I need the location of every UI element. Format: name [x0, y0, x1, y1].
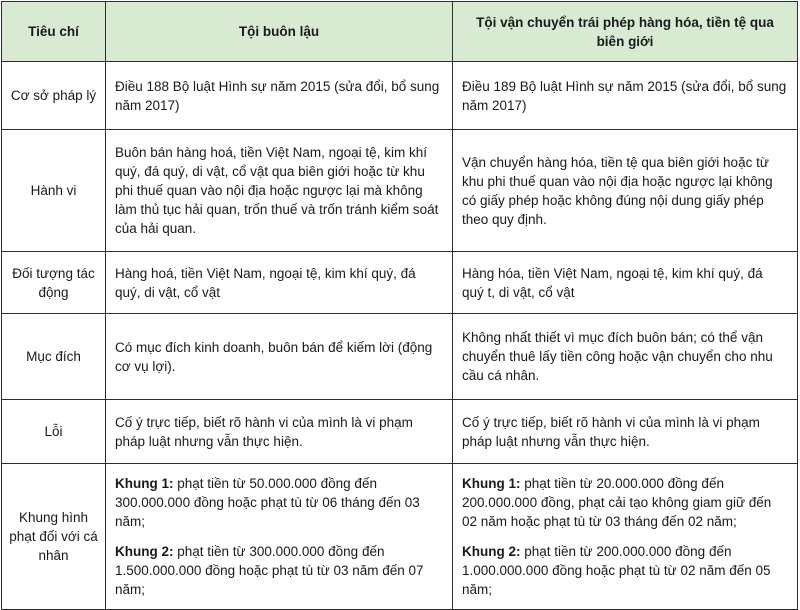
penalty-paragraph	[115, 542, 443, 599]
cell-transport: Không nhất thiết vì mục đích buôn bán; có thể vận chuyển thuê lấy tiền công hoặc vận chuyển cho nhu cầu cá nhân.	[453, 314, 798, 400]
penalty-paragraph	[115, 474, 443, 531]
cell-smuggling: Hàng hoá, tiền Việt Nam, ngoại tệ, kim khí quý, đá quý, di vật, cổ vật	[106, 252, 453, 314]
row-label: Cơ sở pháp lý	[2, 62, 106, 130]
penalty-frame-text: phạt tiền từ 20.000.000 đồng đến 200.000.000 đồng, phạt cải tạo không giam giữ đến 02 năm hoặc phạt tù từ 03 tháng đến 02 năm;	[462, 476, 772, 529]
cell-smuggling: Điều 188 Bộ luật Hình sự năm 2015 (sửa đổi, bổ sung năm 2017)	[106, 62, 453, 130]
table-row-object	[2, 252, 798, 314]
penalty-paragraph	[462, 474, 788, 531]
comparison-table	[1, 1, 798, 610]
header-criteria: Tiêu chí	[2, 2, 106, 62]
penalty-frame-text: phạt tiền từ 200.000.000 đồng đến 1.000.000.000 đồng hoặc phạt tù từ 02 năm đến 05 năm;	[462, 544, 771, 597]
header-smuggling: Tội buôn lậu	[106, 2, 453, 62]
penalty-frame-text: phạt tiền từ 300.000.000 đồng đến 1.500.000.000 đồng hoặc phạt tù từ 03 năm đến 07 năm;	[115, 544, 424, 597]
row-label: Khung hình phạt đối với cá nhân	[2, 464, 106, 610]
table-row-act	[2, 130, 798, 252]
row-label: Đối tượng tác động	[2, 252, 106, 314]
row-label: Mục đích	[2, 314, 106, 400]
penalty-frame-label: Khung 1:	[462, 476, 521, 491]
header-row	[2, 2, 798, 62]
cell-smuggling: Cố ý trực tiếp, biết rõ hành vi của mình là vi phạm pháp luật nhưng vẫn thực hiện.	[106, 400, 453, 464]
penalty-paragraph	[462, 542, 788, 599]
table-row-fault	[2, 400, 798, 464]
row-label: Lỗi	[2, 400, 106, 464]
cell-transport: Vận chuyển hàng hóa, tiền tệ qua biên giới hoặc từ khu phi thuế quan vào nội địa hoặc ngược lại không có giấy phép hoặc không đúng nội dung giấy phép theo quy định.	[453, 130, 798, 252]
header-transport: Tội vận chuyển trái phép hàng hóa, tiền tệ qua biên giới	[453, 2, 798, 62]
table-row-purpose	[2, 314, 798, 400]
penalty-frame-text: phạt tiền từ 50.000.000 đồng đến 300.000.000 đồng hoặc phạt tù từ 06 tháng đến 03 năm;	[115, 476, 420, 529]
cell-smuggling: Buôn bán hàng hoá, tiền Việt Nam, ngoại tệ, kim khí quý, đá quý, di vật, cổ vật qua biên giới hoặc từ khu phi thuế quan vào nội địa hoặc ngược lại mà không làm thủ tục hải quan, trốn thuế và trốn tránh kiểm soát của hải quan.	[106, 130, 453, 252]
penalty-frame-label: Khung 1:	[115, 476, 174, 491]
penalty-frame-label: Khung 2:	[115, 544, 174, 559]
cell-smuggling	[106, 464, 453, 610]
cell-transport: Hàng hóa, tiền Việt Nam, ngoại tệ, kim khí quý, đá quý t, di vật, cổ vật	[453, 252, 798, 314]
cell-transport: Điều 189 Bộ luật Hình sự năm 2015 (sửa đổi, bổ sung năm 2017)	[453, 62, 798, 130]
table-row-legal-basis	[2, 62, 798, 130]
row-label: Hành vi	[2, 130, 106, 252]
penalty-frame-label: Khung 2:	[462, 544, 521, 559]
table-row-penalty	[2, 464, 798, 610]
cell-transport: Cố ý trực tiếp, biết rõ hành vi của mình là vi phạm pháp luật nhưng vẫn thực hiện.	[453, 400, 798, 464]
cell-transport	[453, 464, 798, 610]
cell-smuggling: Có mục đích kinh doanh, buôn bán để kiếm lời (động cơ vụ lợi).	[106, 314, 453, 400]
